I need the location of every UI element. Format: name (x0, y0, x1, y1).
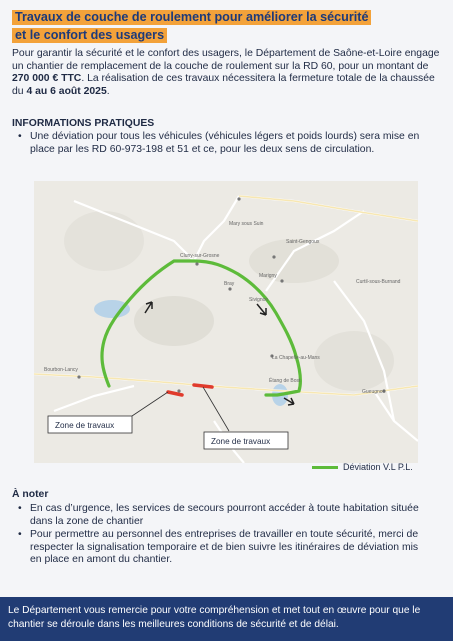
page-title-line-1: Travaux de couche de roulement pour améliorer la sécurité (12, 10, 371, 25)
info-bullet (18, 131, 428, 156)
map-legend (312, 462, 413, 472)
footer-text: Le Département vous remercie pour votre compréhension et met tout en œuvre pour que le chantier se déroule dans les meilleures conditions de sécurité et de délai. (8, 605, 421, 630)
anoter-bullet-2 (18, 529, 428, 567)
bullet-dot-icon: • (18, 131, 22, 142)
works-zone-marker (194, 385, 212, 387)
intro-text-3: . (106, 85, 110, 97)
map-lake (94, 300, 130, 318)
intro-text-1: Pour garantir la sécurité et le confort des usagers, le Département de Saône-et-Loire engage un chantier de remplacement de la couche de roulement sur la RD 60, pour un montant de (12, 48, 440, 72)
bullet-dot-icon: • (18, 503, 22, 514)
intro-text-2: . La réalisation de ces travaux nécessitera la fermeture totale de la chaussée du (12, 73, 435, 97)
intro-amount: 270 000 € TTC (12, 73, 82, 85)
place-label: La Chapelle-au-Mans (272, 355, 320, 361)
legend-swatch (312, 466, 338, 469)
place-label: Bray (224, 281, 235, 287)
info-bullet-text: Une déviation pour tous les véhicules (véhicules légers et poids lourds) sera mise en place par les RD 60-973-198 et 51 et ce, pour les deux sens de circulation. (30, 131, 420, 155)
footer-banner (0, 597, 453, 641)
anoter-bullet-1 (18, 503, 428, 528)
deviation-map (34, 181, 418, 463)
map-terrain (314, 331, 394, 391)
page-title (12, 8, 437, 44)
anoter-bullet-1-text: En cas d’urgence, les services de secours pourront accéder à toute habitation située dans la zone de chantier (30, 503, 419, 527)
place-label: Curtil-sous-Burnand (356, 279, 401, 285)
page-title-line-2: et le confort des usagers (12, 28, 167, 43)
legend-label: Déviation V.L P.L. (343, 462, 413, 472)
intro-dates: 4 au 6 août 2025 (26, 85, 107, 97)
place-label: Bourbon-Lancy (44, 367, 78, 373)
place-label: Sivignon (249, 297, 269, 303)
place-label: Saint-Gengoux (286, 239, 320, 245)
zone-label-1: Zone de travaux (55, 421, 115, 430)
intro-paragraph (12, 48, 442, 98)
place-label: Gueugnon (362, 389, 386, 395)
anoter-bullet-2-text: Pour permettre au personnel des entreprises de travailler en toute sécurité, merci de respecter la signalisation temporaire et de bien suivre les itinéraires de déviation mis en place en amont du chantier. (30, 529, 419, 566)
map-terrain (64, 211, 144, 271)
section-title-anoter: À noter (12, 489, 49, 500)
place-label: Étang de Bost (269, 378, 301, 384)
zone-label-2: Zone de travaux (211, 437, 271, 446)
section-title-infos: INFORMATIONS PRATIQUES (12, 118, 155, 129)
place-label: Mary sous Suin (229, 221, 264, 227)
place-label: Marigny (259, 273, 277, 279)
bullet-dot-icon: • (18, 529, 22, 540)
place-label: Cluny-sur-Grosne (180, 253, 220, 259)
